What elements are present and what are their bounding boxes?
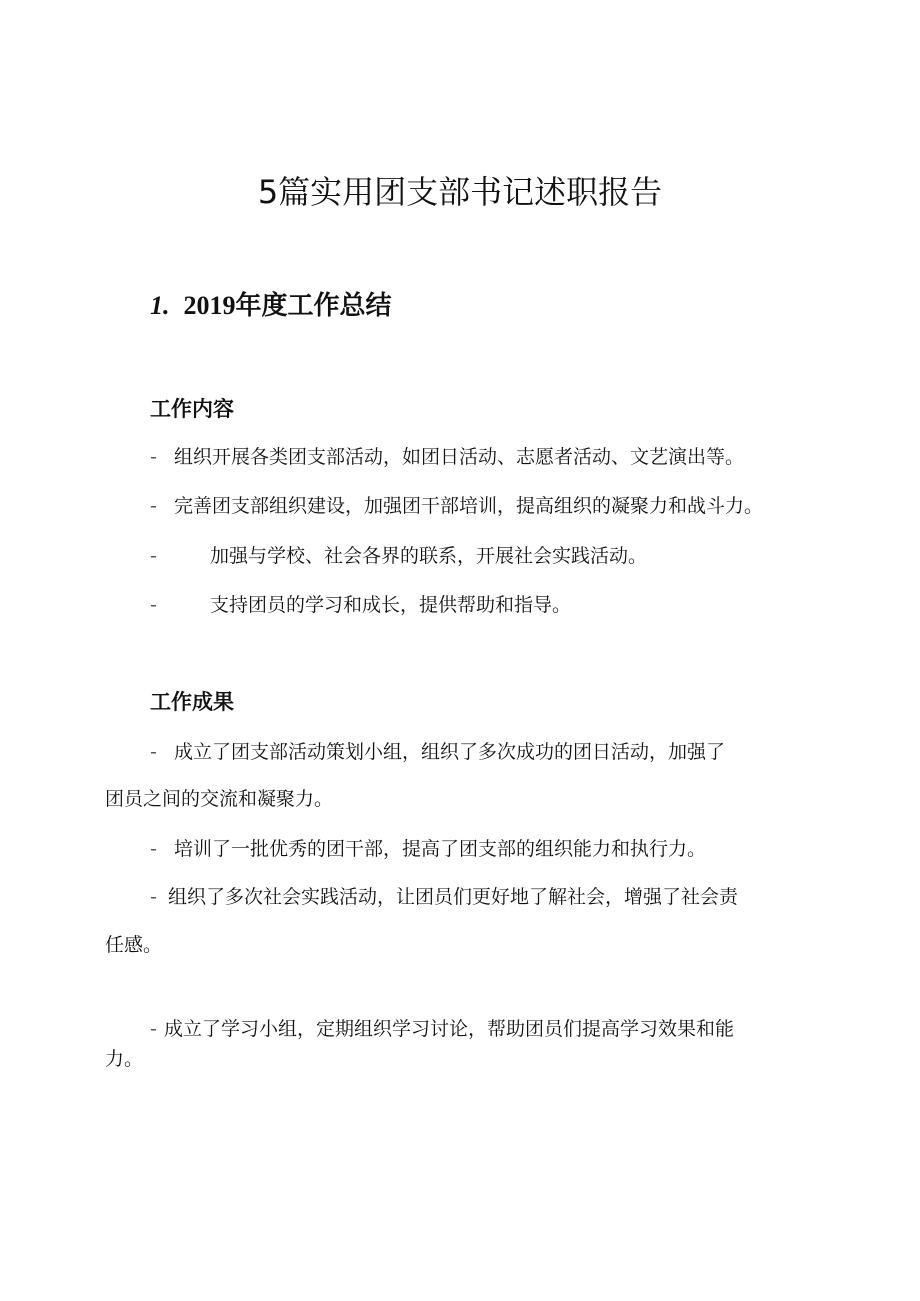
work-content-item	[150, 442, 744, 472]
item-dash: -	[150, 495, 157, 517]
item-dash: -	[150, 838, 157, 860]
item-text-line1: 培训了一批优秀的团干部，提高了团支部的组织能力和执行力。	[174, 838, 707, 860]
item-text-line2: 团员之间的交流和凝聚力。	[105, 788, 334, 810]
item-text: 支持团员的学习和成长，提供帮助和指导。	[210, 594, 572, 616]
document-title: 5篇实用团支部书记述职报告	[257, 173, 663, 211]
item-text-line2: 任感。	[105, 934, 163, 956]
item-text-line2: 力。	[105, 1048, 144, 1070]
item-dash: -	[150, 741, 157, 763]
item-text-line1: 成立了团支部活动策划小组，组织了多次成功的团日活动，加强了	[174, 741, 726, 763]
work-content-item	[150, 541, 647, 571]
item-text-line1: 组织了多次社会实践活动，让团员们更好地了解社会，增强了社会责	[168, 886, 739, 908]
section-heading	[150, 288, 392, 324]
section-heading-text: 年度工作总结	[235, 291, 392, 321]
work-results-item	[105, 834, 706, 864]
item-text: 组织开展各类团支部活动，如团日活动、志愿者活动、文艺演出等。	[174, 446, 745, 468]
item-dash: -	[150, 446, 157, 468]
work-content-item	[150, 491, 763, 521]
work-results-item	[105, 737, 725, 814]
item-dash: -	[150, 1018, 157, 1040]
section-year: 2019	[183, 291, 236, 320]
section-number: 1.	[150, 291, 170, 320]
item-dash: -	[150, 886, 157, 908]
work-content-item	[150, 590, 571, 620]
item-text-line1: 成立了学习小组，定期组织学习讨论，帮助团员们提高学习效果和能	[164, 1018, 735, 1040]
work-results-heading: 工作成果	[150, 690, 234, 714]
work-content-heading: 工作内容	[150, 397, 234, 421]
work-results-item	[105, 1014, 734, 1074]
item-dash: -	[150, 594, 157, 616]
work-results-item	[105, 882, 738, 960]
item-dash: -	[150, 545, 157, 567]
item-text: 完善团支部组织建设，加强团干部培训，提高组织的凝聚力和战斗力。	[174, 495, 764, 517]
item-text: 加强与学校、社会各界的联系，开展社会实践活动。	[210, 545, 648, 567]
